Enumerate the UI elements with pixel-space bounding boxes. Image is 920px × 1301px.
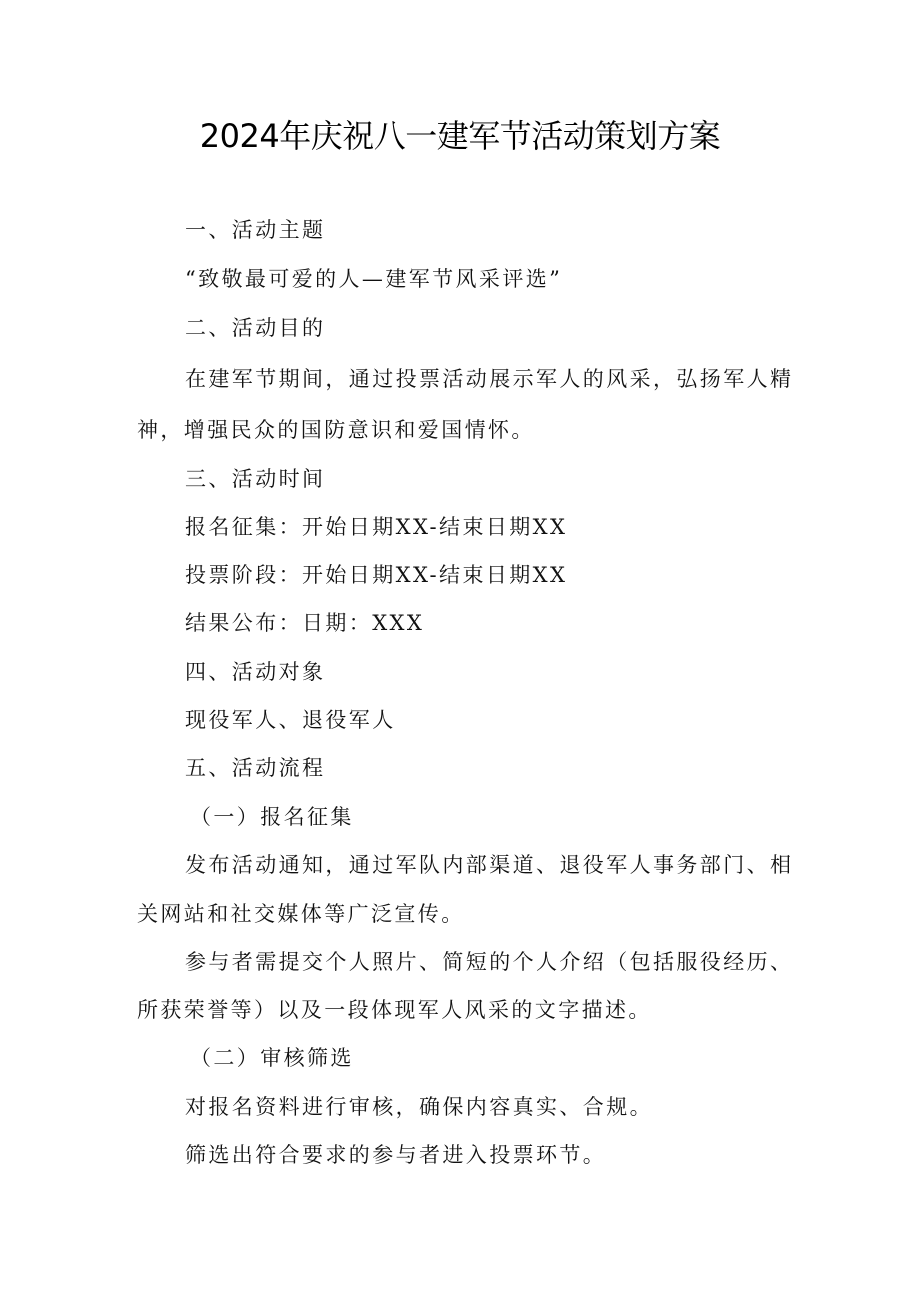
purpose-text-line-2: 神，增强民众的国防意识和爱国情怀。 (137, 418, 535, 442)
activity-theme-text: “致敬最可爱的人—建军节风采评选” (185, 267, 563, 291)
submission-text-line-1: 参与者需提交个人照片、简短的个人介绍（包括服役经历、 (185, 950, 794, 974)
registration-text-line-1: 发布活动通知，通过军队内部渠道、退役军人事务部门、相 (185, 853, 794, 877)
review-text-line-1: 对报名资料进行审核，确保内容真实、合规。 (185, 1095, 653, 1119)
time-results: 结果公布：日期：XXX (185, 611, 425, 635)
heading-activity-process: 五、活动流程 (185, 756, 326, 780)
submission-text-line-2: 所获荣誉等）以及一段体现军人风采的文字描述。 (137, 998, 652, 1022)
subheading-registration: （一）报名征集 (190, 805, 354, 829)
registration-text-line-2: 关网站和社交媒体等广泛宣传。 (137, 902, 465, 926)
target-text: 现役军人、退役军人 (185, 708, 396, 732)
purpose-text-line-1: 在建军节期间，通过投票活动展示军人的风采，弘扬军人精 (185, 367, 794, 391)
review-text-line-2: 筛选出符合要求的参与者进入投票环节。 (185, 1143, 607, 1167)
time-voting: 投票阶段：开始日期XX-结束日期XX (185, 563, 568, 587)
heading-activity-theme: 一、活动主题 (185, 218, 326, 242)
heading-activity-time: 三、活动时间 (185, 467, 326, 491)
time-registration: 报名征集：开始日期XX-结束日期XX (185, 515, 568, 539)
heading-activity-purpose: 二、活动目的 (185, 316, 326, 340)
subheading-review: （二）审核筛选 (190, 1046, 354, 1070)
heading-activity-target: 四、活动对象 (185, 660, 326, 684)
document-title: 2024年庆祝八一建军节活动策划方案 (199, 117, 721, 155)
